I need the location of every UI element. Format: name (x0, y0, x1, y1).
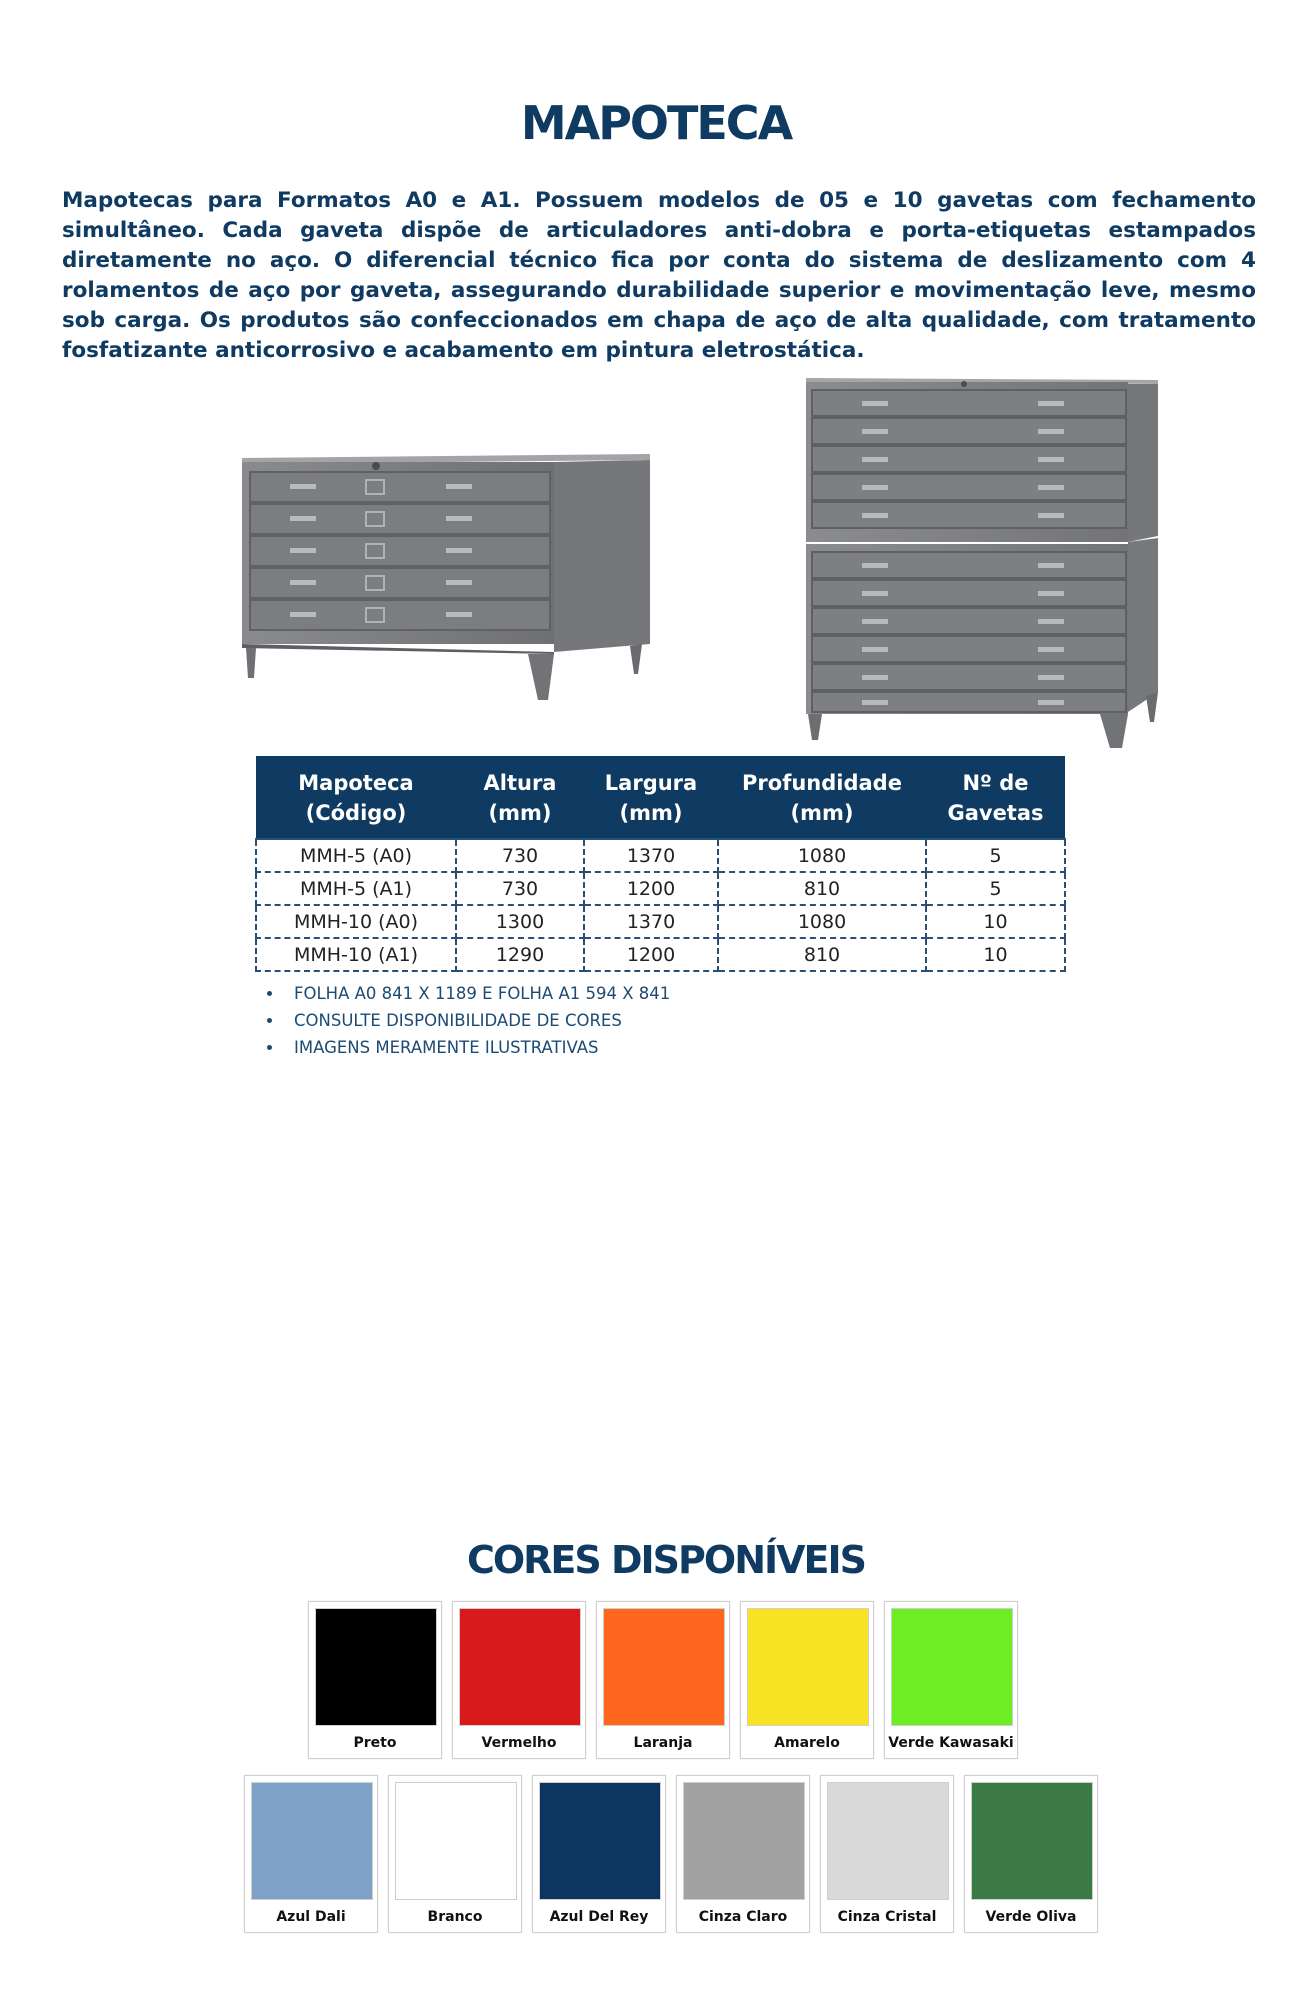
table-header-row (256, 756, 1065, 839)
cell-largura: 1370 (584, 839, 718, 872)
color-swatch-amarelo (740, 1601, 874, 1759)
color-chip (251, 1782, 373, 1900)
color-swatch-azul-del-rey (532, 1775, 666, 1933)
intro-text: Mapotecas para Formatos A0 e A1. Possuem modelos de 05 e 10 gavetas com fechamento simultâneo. Cada gaveta dispõe de articuladores anti-dobra e porta-etiquetas estampados diretamente no aço. O diferencial técnico fica por conta do sistema de deslizamento com 4 rolamentos de aço por gaveta, assegurando durabilidade superior e movimentação leve, mesmo sob carga. Os produtos são confeccionados em chapa de aço de alta qualidade, com tratamento fosfatizante anticorrosivo e acabamento em pintura eletrostática. (62, 188, 1256, 363)
color-label: Laranja (633, 1735, 693, 1751)
color-swatch-cinza-claro (676, 1775, 810, 1933)
cell-largura: 1200 (584, 938, 718, 971)
cell-gavetas: 10 (926, 938, 1065, 971)
color-label: Azul Dali (276, 1909, 346, 1925)
color-chip (603, 1608, 725, 1726)
color-chip (747, 1608, 869, 1726)
cell-codigo: MMH-5 (A0) (256, 839, 456, 872)
cell-gavetas: 10 (926, 905, 1065, 938)
cell-altura: 730 (456, 839, 584, 872)
color-swatch-azul-dali (244, 1775, 378, 1933)
color-label: Amarelo (774, 1735, 840, 1751)
list-item: • FOLHA A0 841 X 1189 E FOLHA A1 594 X 841 (284, 980, 670, 1007)
color-label: Vermelho (481, 1735, 557, 1751)
color-label: Azul Del Rey (549, 1909, 649, 1925)
color-chip (891, 1608, 1013, 1726)
color-chip (315, 1608, 437, 1726)
table-row (256, 839, 1065, 872)
color-swatch-branco (388, 1775, 522, 1933)
color-chip (827, 1782, 949, 1900)
header-largura: Largura (mm) (584, 756, 718, 839)
table-row (256, 905, 1065, 938)
cell-altura: 730 (456, 872, 584, 905)
colors-row-1 (308, 1601, 1028, 1759)
header-profundidade: Profundidade (mm) (718, 756, 926, 839)
header-altura: Altura (mm) (456, 756, 584, 839)
notes-list (262, 980, 670, 1061)
cell-largura: 1370 (584, 905, 718, 938)
table-row (256, 872, 1065, 905)
cell-profundidade: 1080 (718, 905, 926, 938)
color-chip (539, 1782, 661, 1900)
cell-profundidade: 810 (718, 872, 926, 905)
color-label: Branco (427, 1909, 483, 1925)
page-title: MAPOTECA (520, 96, 792, 150)
color-chip (971, 1782, 1093, 1900)
color-swatch-verde-oliva (964, 1775, 1098, 1933)
color-swatch-verde-kawasaki (884, 1601, 1018, 1759)
cell-gavetas: 5 (926, 839, 1065, 872)
color-swatch-vermelho (452, 1601, 586, 1759)
cell-profundidade: 810 (718, 938, 926, 971)
colors-title: CORES DISPONÍVEIS (466, 1538, 866, 1582)
list-item: • CONSULTE DISPONIBILIDADE DE CORES (284, 1007, 670, 1034)
header-codigo: Mapoteca (Código) (256, 756, 456, 839)
color-swatch-preto (308, 1601, 442, 1759)
color-swatch-laranja (596, 1601, 730, 1759)
cell-codigo: MMH-10 (A1) (256, 938, 456, 971)
cell-altura: 1300 (456, 905, 584, 938)
cell-gavetas: 5 (926, 872, 1065, 905)
table-row (256, 938, 1065, 971)
cabinet-5-drawers-image (236, 448, 654, 704)
color-label: Cinza Claro (698, 1909, 788, 1925)
color-chip (395, 1782, 517, 1900)
colors-row-2 (244, 1775, 1108, 1933)
color-label: Verde Kawasaki (888, 1735, 1014, 1751)
color-label: Verde Oliva (985, 1909, 1077, 1925)
cabinet-10-drawers-image (804, 376, 1162, 752)
list-item: • IMAGENS MERAMENTE ILUSTRATIVAS (284, 1034, 670, 1061)
color-label: Cinza Cristal (837, 1909, 937, 1925)
color-chip (459, 1608, 581, 1726)
color-label: Preto (353, 1735, 397, 1751)
cell-altura: 1290 (456, 938, 584, 971)
header-gavetas: Nº de Gavetas (926, 756, 1065, 839)
color-chip (683, 1782, 805, 1900)
cell-profundidade: 1080 (718, 839, 926, 872)
dimensions-table (255, 756, 1066, 972)
cell-codigo: MMH-10 (A0) (256, 905, 456, 938)
color-swatch-cinza-cristal (820, 1775, 954, 1933)
cell-largura: 1200 (584, 872, 718, 905)
cell-codigo: MMH-5 (A1) (256, 872, 456, 905)
